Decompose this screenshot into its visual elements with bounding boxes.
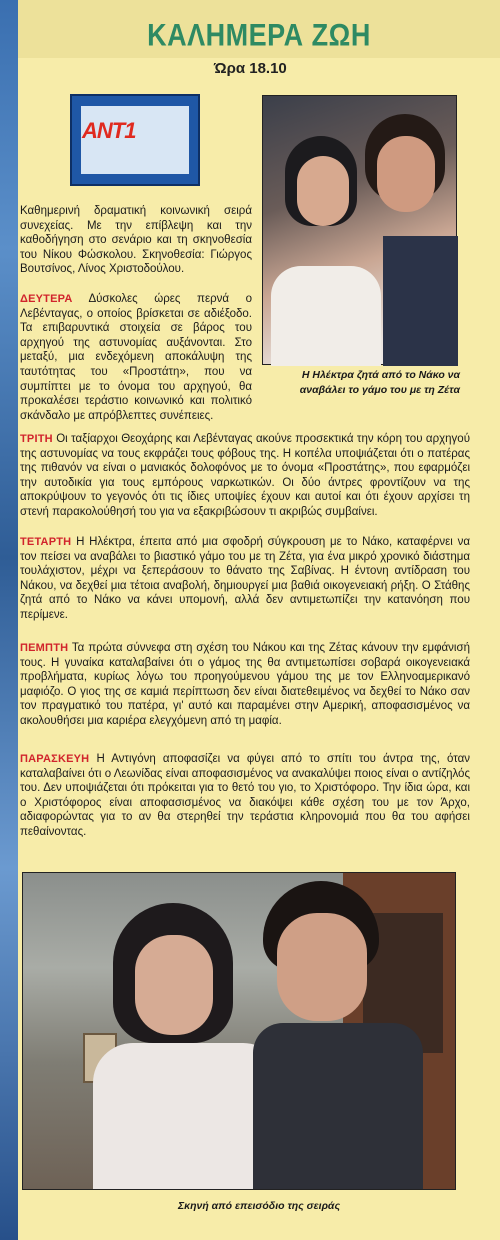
day-label: ΤΡΙΤΗ	[20, 433, 53, 445]
day-text: Η Αντιγόνη αποφασίζει να φύγει από το σπίτι του άντρα της, όταν καταλαβαίνει ότι ο Λεωνίδας είναι αποφασισμένος να ανακαλύψει ποιος είναι ο αντίζηλός του. Δεν υποψιάζεται ότι πρόκειται για το θετό του γιο, το Χριστόφορο. Την ίδια ώρα, και ο Χριστόφορος είναι αποφασισμένος να διακόψει κάθε σχέση του με τον Άρχο, αδιαφορώντας για το αν θα στερηθεί την τεράστια κληρονομιά που θα του αφήσει πεθαίνοντας.	[20, 753, 470, 838]
channel-logo	[70, 94, 200, 186]
day-label: ΠΕΜΠΤΗ	[20, 642, 69, 654]
top-photo	[262, 95, 457, 365]
day-text: Δύσκολες ώρες περνά ο Λεβένταγας, ο οποίος βρίσκεται σε αδιέξοδο. Τα επιβαρυντικά στοιχεία σε βάρος του αρχηγού της αστυνομίας αυξάνονται. Στο μεταξύ, μια ενδεχόμενη αποκάλυψη της ταυτότητας του «Προστάτη», που να συμπίπτει με το όνομα του αρχηγού, θα προκαλέσει τεράστιο κοινωνικό και πολιτικό σκάνδαλο με απρόβλεπτες συνέπειες.	[20, 293, 252, 422]
day-label: ΠΑΡΑΣΚΕΥΗ	[20, 753, 90, 765]
bottom-photo-caption: Σκηνή από επεισόδιο της σειράς	[177, 1200, 341, 1212]
day-text: Τα πρώτα σύννεφα στη σχέση του Νάκου και της Ζέτας κάνουν την εμφάνισή τους. Η γυναίκα καταλαβαίνει ότι ο γάμος της θα αντιμετωπίσει σοβαρά οικογενειακά προβλήματα, κυρίως λόγω του προηγούμενου γάμου της με τον Ελληνοαμερικανό μαφιόζο. Ο γιος της σε καμιά περίπτωση δεν είναι διατεθειμένος να δεχθεί το Νάκο σαν τον πραγματικό του πατέρα, γι' αυτό και παραμένει στην Αμερική, αποφασισμένος να ακολουθήσει μια καριέρα ελεγχόμενη από τη μαφία.	[20, 642, 470, 727]
left-color-strip	[0, 0, 18, 1240]
day-label: ΔΕΥΤΕΡΑ	[20, 293, 73, 305]
tv-listing-page	[18, 0, 500, 1240]
day-entry-monday	[20, 292, 252, 423]
bottom-photo	[22, 872, 456, 1190]
day-label: ΤΕΤΑΡΤΗ	[20, 536, 72, 548]
day-text: Η Ηλέκτρα, έπειτα από μια σφοδρή σύγκρουση με το Νάκο, καταφέρνει να τον πείσει να αναβάλει το βιαστικό γάμο του με τη Ζέτα, για ένα μικρό χρονικό διάστημα τουλάχιστον, μέχρι να ξεπεράσουν το θάνατο της Σαβίνας. Η έντονη αντίδραση του Νάκου, να δεχθεί μια τέτοια αναβολή, δημιουργεί μια βαθιά οικογενειακή ρήξη. Ο Στάθης ζητά από το Νάκο να κάνει υπομονή, αλλά δεν αντιμετωπίζει την κατανόηση που περίμενε.	[20, 536, 470, 621]
day-entry-friday	[20, 752, 470, 840]
page-title: ΚΑΛΗΜΕΡΑ ΖΩΗ	[147, 17, 371, 53]
day-text: Οι ταξίαρχοι Θεοχάρης και Λεβένταγας ακούνε προσεκτικά την κόρη του αρχηγού της αστυνομίας να τους εκφράζει τους φόβους της. Η κοπέλα υποψιάζεται ότι ο πατέρας της πιθανόν να είναι ο μανιακός δολοφόνος με το όνομα «Προστάτης», που εφαρμόζει την αυτοδικία για τους εμπόρους ναρκωτικών. Οι δύο άντρες φροντίζουν να της αποκρύψουν το γεγονός ότι τις ίδιες υποψίες έχουν και αυτοί και ότι έχουν αρχίσει τη στενή παρακολούθησή του για να εξακριβώσουν τι ακριβώς συμβαίνει.	[20, 433, 470, 518]
day-entry-wednesday	[20, 535, 470, 623]
intro-paragraph: Καθημερινή δραματική κοινωνική σειρά συνεχείας. Με την επίβλεψη και την καθοδήγηση στο σενάριο και τη σκηνοθεσία του Νίκου Φώσκολου. Σκηνοθεσία: Γιώργος Βουτσίνος, Λίνος Χριστοδούλου.	[20, 205, 252, 276]
logo-text: ANT1	[82, 118, 136, 143]
top-photo-caption: Η Ηλέκτρα ζητά από το Νάκο να αναβάλει το γάμο του με τη Ζέτα	[299, 369, 460, 396]
header	[18, 0, 500, 58]
day-entry-thursday	[20, 641, 470, 729]
day-entry-tuesday	[20, 432, 470, 520]
broadcast-time: Ώρα 18.10	[214, 60, 287, 77]
